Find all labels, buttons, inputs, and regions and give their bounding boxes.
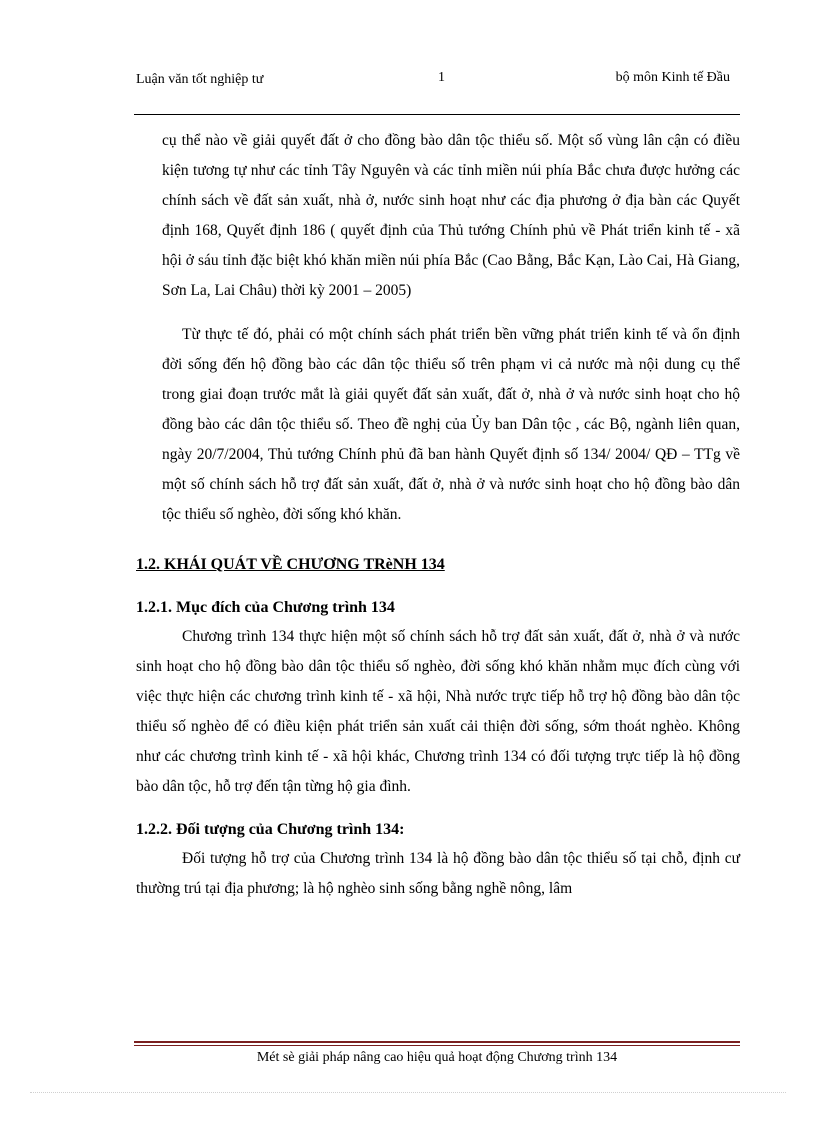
footer-title: Mét sè giải pháp nâng cao hiệu quả hoạt động Chương trình 134 bbox=[256, 1050, 618, 1065]
header-page-number: 1 bbox=[438, 70, 445, 85]
page-header bbox=[136, 70, 740, 110]
page-body bbox=[136, 126, 740, 904]
header-thesis-label: Luận văn tốt nghiệp tư bbox=[136, 72, 264, 87]
subsection-purpose-heading: 1.2.1. Mục đích của Chương trình 134 bbox=[136, 599, 395, 616]
footer-rule-thick bbox=[134, 1041, 740, 1043]
paragraph-beneficiaries: Đối tượng hỗ trợ của Chương trình 134 là hộ đồng bào dân tộc thiểu số tại chỗ, định cư thường trú tại địa phương; là hộ nghèo sinh sống bằng nghề nông, lâm bbox=[136, 850, 740, 897]
header-divider bbox=[134, 114, 740, 115]
page-bottom-dotted-line bbox=[30, 1092, 786, 1093]
header-department: bộ môn Kinh tế Đầu bbox=[615, 70, 730, 85]
paragraph-policy: Từ thực tế đó, phải có một chính sách phát triển bền vững phát triển kinh tế và ổn định đời sống đến hộ đồng bào các dân tộc thiểu số trên phạm vi cả nước mà nội dung cụ thể trong giai đoạn trước mắt là giải quyết đất sản xuất, đất ở, nhà ở và nước sinh hoạt cho hộ đồng bào các dân tộc thiểu số. Theo đề nghị của Ủy ban Dân tộc , các Bộ, ngành liên quan, ngày 20/7/2004, Thủ tướng Chính phủ đã ban hành Quyết định số 134/ 2004/ QĐ – TTg về một số chính sách hỗ trợ đất sản xuất, đất ở, nhà ở và nước sinh hoạt cho hộ đồng bào dân tộc thiểu số nghèo, đời sống khó khăn. bbox=[162, 326, 740, 523]
footer-divider bbox=[134, 1041, 740, 1046]
footer-rule-thin bbox=[134, 1045, 740, 1046]
continued-paragraph-block bbox=[136, 126, 740, 530]
subsection-beneficiaries-heading: 1.2.2. Đối tượng của Chương trình 134: bbox=[136, 821, 405, 838]
paragraph-continued: cụ thể nào về giải quyết đất ở cho đồng bào dân tộc thiểu số. Một số vùng lân cận có điều kiện tương tự như các tỉnh Tây Nguyên và các tỉnh miền núi phía Bắc chưa được hưởng các chính sách về đất sản xuất, nhà ở, nước sinh hoạt như các địa phương ở địa bàn các Quyết định 168, Quyết định 186 ( quyết định của Thủ tướng Chính phủ về Phát triển kinh tế - xã hội ở sáu tỉnh đặc biệt khó khăn miền núi phía Bắc (Cao Bằng, Bắc Kạn, Lào Cai, Hà Giang, Sơn La, Lai Châu) thời kỳ 2001 – 2005) bbox=[162, 132, 740, 299]
paragraph-purpose: Chương trình 134 thực hiện một số chính sách hỗ trợ đất sản xuất, đất ở, nhà ở và nước sinh hoạt cho hộ đồng bào dân tộc thiểu số nghèo, đời sống khó khăn nhằm mục đích cùng với việc thực hiện các chương trình kinh tế - xã hội, Nhà nước trực tiếp hỗ trợ hộ đồng bào dân tộc thiểu số nghèo để có điều kiện phát triển sản xuất cải thiện đời sống, sớm thoát nghèo. Không như các chương trình kinh tế - xã hội khác, Chương trình 134 có đối tượng trực tiếp là hộ đồng bào dân tộc, hỗ trợ đến tận từng hộ gia đình. bbox=[136, 628, 740, 795]
section-heading: 1.2. KHÁI QUÁT VỀ CHƯƠNG TRèNH 134 bbox=[136, 556, 445, 573]
